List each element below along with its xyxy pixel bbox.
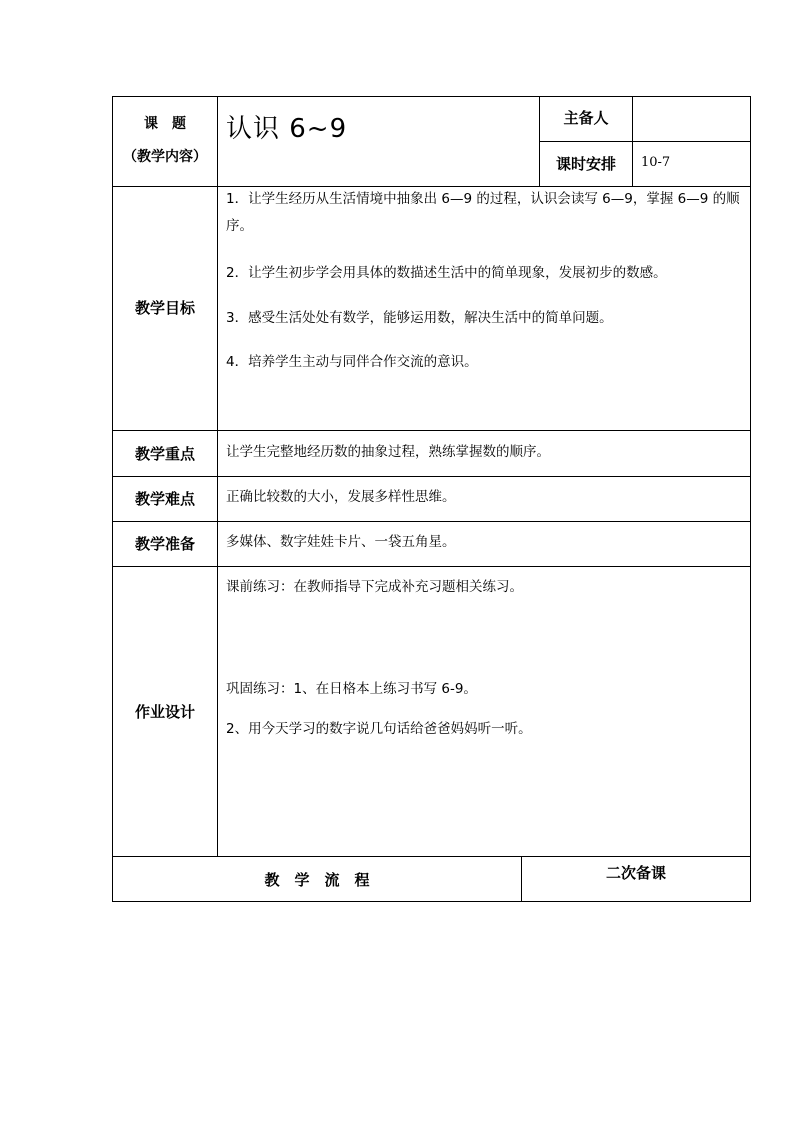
schedule-label: 课时安排 [555,155,616,173]
objective-item: 2．让学生初步学会用具体的数描述生活中的简单现象，发展初步的数感。 [226,265,667,281]
difficulties-text: 正确比较数的大小，发展多样性思维。 [226,489,456,505]
objectives-label: 教学目标 [134,299,195,317]
preparation-text: 多媒体、数字娃娃卡片、一袋五角星。 [226,534,456,550]
homework-label: 作业设计 [134,703,195,721]
key-points-label: 教学重点 [134,445,195,463]
topic-sublabel: （教学内容） [123,149,207,165]
column-divider [217,96,218,856]
row-divider [112,476,751,477]
homework-pre-practice: 课前练习：在教师指导下完成补充习题相关练习。 [226,579,523,595]
homework-consolidate-1: 巩固练习：1、在日格本上练习书写 6-9。 [226,681,477,697]
row-divider [112,430,751,431]
preparer-label: 主备人 [563,109,609,127]
objective-item: 3．感受生活处处有数学，能够运用数，解决生活中的简单问题。 [226,310,613,326]
preparation-label: 教学准备 [134,535,195,553]
topic-label: 课 题 [144,116,186,132]
row-divider [112,566,751,567]
topic-title: 认识 6~9 [226,114,348,144]
objective-item: 4．培养学生主动与同伴合作交流的意识。 [226,354,478,370]
row-divider [539,141,751,142]
column-divider [632,96,633,186]
key-points-text: 让学生完整地经历数的抽象过程，熟练掌握数的顺序。 [226,444,550,460]
row-divider [112,521,751,522]
schedule-value: 10-7 [641,155,671,170]
difficulties-label: 教学难点 [134,490,195,508]
row-divider [112,856,751,857]
homework-consolidate-2: 2、用今天学习的数字说几句话给爸爸妈妈听一听。 [226,721,532,737]
process-label: 教 学 流 程 [264,871,370,889]
second-prep-label: 二次备课 [605,864,666,882]
objective-item: 1．让学生经历从生活情境中抽象出 6—9 的过程，认识会读写 6—9，掌握 6—9 的顺序。 [226,191,740,234]
